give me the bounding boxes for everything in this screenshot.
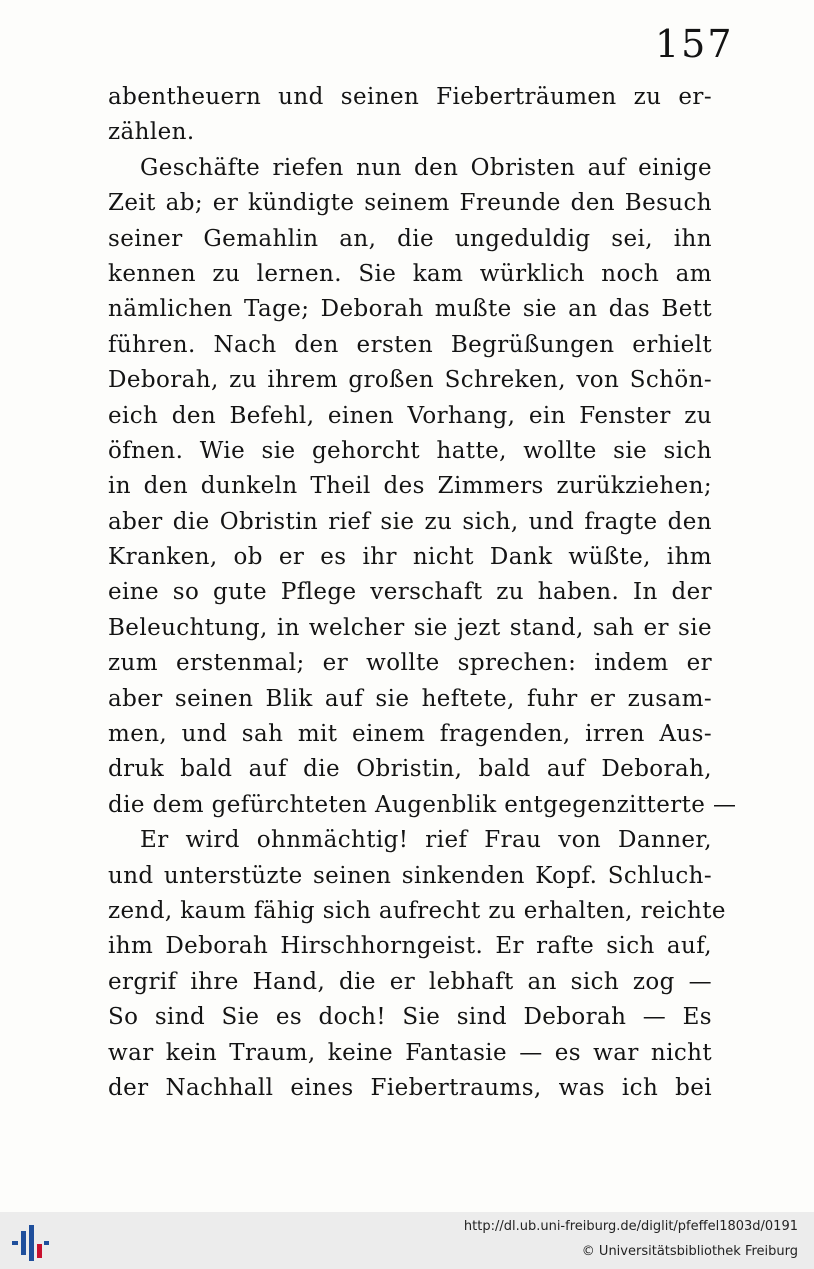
text-line: abentheuern und seinen Fieberträumen zu er- xyxy=(108,84,712,110)
page-text xyxy=(108,80,737,1106)
ub-freiburg-logo-icon xyxy=(10,1222,50,1262)
text-line: So sind Sie es doch! Sie sind Deborah — Es xyxy=(108,1004,712,1031)
text-line: in den dunkeln Theil des Zimmers zurükziehen; xyxy=(108,473,712,500)
footer-bar xyxy=(0,1212,814,1269)
text-line: aber seinen Blik auf sie heftete, fuhr er zusam- xyxy=(108,685,712,712)
source-url-link[interactable]: http://dl.ub.uni-freiburg.de/diglit/pfeffel1803d/0191 xyxy=(463,1219,798,1234)
text-line: men, und sah mit einem fragenden, irren Aus- xyxy=(108,721,712,748)
text-line: öfnen. Wie sie gehorcht hatte, wollte sie sich xyxy=(108,437,712,464)
text-line: der Nachhall eines Fiebertraums, was ich bei xyxy=(108,1074,712,1101)
text-line: Geschäfte riefen nun den Obristen auf einige xyxy=(140,154,712,181)
text-line: eine so gute Pflege verschaft zu haben. In der xyxy=(108,579,712,606)
text-line: seiner Gemahlin an, die ungeduldig sei, ihn xyxy=(108,225,712,252)
page-number: 157 xyxy=(655,22,734,66)
text-line: und unterstüzte seinen sinkenden Kopf. Schluch- xyxy=(108,862,712,889)
text-line: Beleuchtung, in welcher sie jezt stand, sah er sie xyxy=(108,614,712,641)
text-line: Kranken, ob er es ihr nicht Dank wüßte, ihm xyxy=(108,544,712,571)
text-line: aber die Obristin rief sie zu sich, und fragte den xyxy=(108,508,712,535)
text-line: zählen. xyxy=(108,119,195,146)
text-line: zend, kaum fähig sich aufrecht zu erhalten, reichte xyxy=(108,897,726,924)
text-line: ihm Deborah Hirschhorngeist. Er rafte sich auf, xyxy=(108,933,712,960)
text-line: nämlichen Tage; Deborah mußte sie an das Bett xyxy=(108,296,712,323)
text-line: die dem gefürchteten Augenblik entgegenzitterte — xyxy=(108,791,737,818)
text-line: Er wird ohnmächtig! rief Frau von Danner, xyxy=(140,827,712,854)
text-line: war kein Traum, keine Fantasie — es war nicht xyxy=(108,1039,712,1066)
text-line: Zeit ab; er kündigte seinem Freunde den Besuch xyxy=(108,190,712,217)
text-line: kennen zu lernen. Sie kam würklich noch am xyxy=(108,260,712,287)
copyright-notice: © Universitätsbibliothek Freiburg xyxy=(581,1244,798,1259)
text-line: eich den Befehl, einen Vorhang, ein Fenster zu xyxy=(108,402,712,429)
text-line: zum erstenmal; er wollte sprechen: indem er xyxy=(108,650,712,677)
text-line: ergrif ihre Hand, die er lebhaft an sich zog — xyxy=(108,968,712,995)
text-line: führen. Nach den ersten Begrüßungen erhielt xyxy=(108,331,712,358)
text-line: Deborah, zu ihrem großen Schreken, von Schön- xyxy=(108,367,712,394)
text-line: druk bald auf die Obristin, bald auf Deborah, xyxy=(108,756,712,783)
